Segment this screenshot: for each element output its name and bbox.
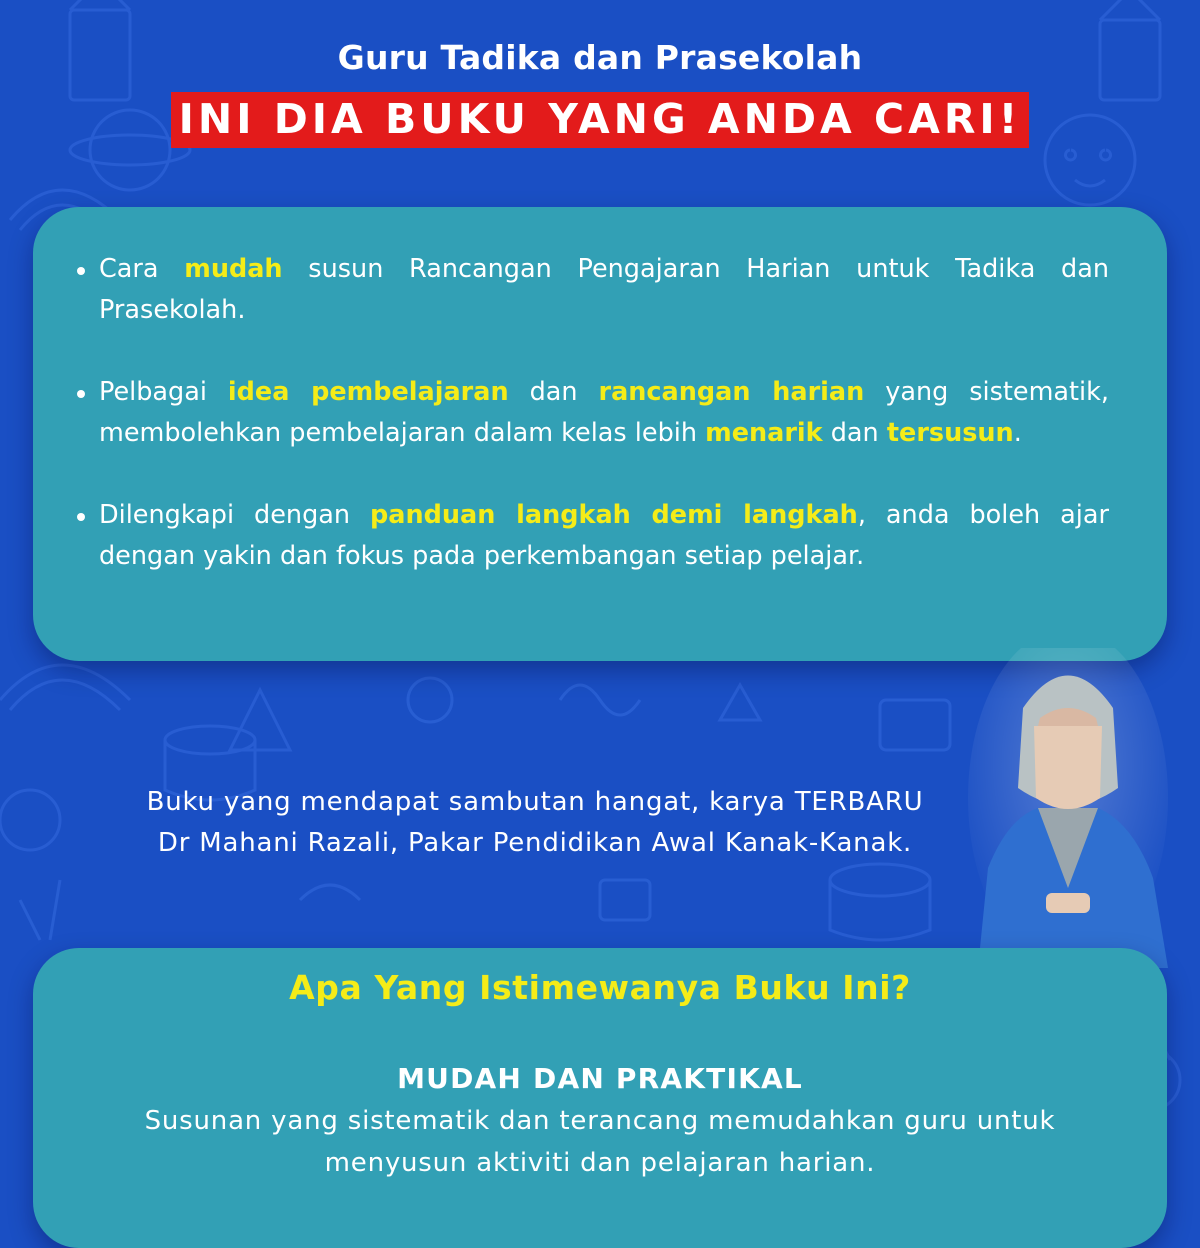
benefit-text: . bbox=[1013, 418, 1022, 448]
author-note bbox=[40, 782, 1030, 864]
benefit-highlight: tersusun bbox=[886, 418, 1014, 448]
feature-item-title: MUDAH DAN PRAKTIKAL bbox=[397, 1062, 803, 1095]
benefit-text: dan bbox=[822, 418, 887, 448]
benefit-text: Dilengkapi dengan bbox=[99, 500, 371, 530]
bullet-dot-icon bbox=[77, 267, 85, 275]
benefit-highlight: panduan langkah demi langkah bbox=[370, 500, 858, 530]
benefit-item bbox=[99, 495, 1109, 577]
benefits-list bbox=[33, 207, 1167, 577]
benefit-text: dan bbox=[508, 377, 599, 407]
author-note-line-2: Dr Mahani Razali, Pakar Pendidikan Awal Kanak-Kanak. bbox=[157, 828, 913, 858]
features-card bbox=[33, 948, 1167, 1248]
bullet-dot-icon bbox=[77, 513, 85, 521]
benefit-item bbox=[99, 372, 1109, 454]
benefit-text: Cara bbox=[99, 254, 185, 284]
benefit-text: , anda boleh ajar dengan yakin dan fokus pada perkembangan setiap pelajar. bbox=[99, 500, 1110, 571]
headline-text: INI DIA BUKU YANG ANDA CARI! bbox=[171, 92, 1030, 148]
benefit-highlight: mudah bbox=[184, 254, 283, 284]
header-subtitle: Guru Tadika dan Prasekolah bbox=[337, 38, 863, 77]
bullet-dot-icon bbox=[77, 390, 85, 398]
benefits-card bbox=[33, 207, 1167, 661]
benefit-text: susun Rancangan Pengajaran Harian untuk Tadika dan Prasekolah. bbox=[99, 254, 1109, 325]
benefit-item bbox=[99, 249, 1109, 331]
benefit-highlight: rancangan harian bbox=[598, 377, 865, 407]
benefit-text: yang sistematik, membolehkan pembelajaran dalam kelas lebih bbox=[99, 377, 1110, 448]
headline-banner bbox=[0, 92, 1200, 148]
benefit-highlight: idea pembelajaran bbox=[227, 377, 509, 407]
author-photo bbox=[968, 648, 1168, 968]
benefit-highlight: menarik bbox=[705, 418, 823, 448]
features-title: Apa Yang Istimewanya Buku Ini? bbox=[289, 968, 911, 1007]
author-note-line-1: Buku yang mendapat sambutan hangat, karya TERBARU bbox=[146, 787, 924, 817]
benefit-text: Pelbagai bbox=[99, 377, 228, 407]
feature-item-description: Susunan yang sistematik dan terancang memudahkan guru untuk menyusun aktiviti dan pelajaran harian. bbox=[144, 1106, 1056, 1178]
